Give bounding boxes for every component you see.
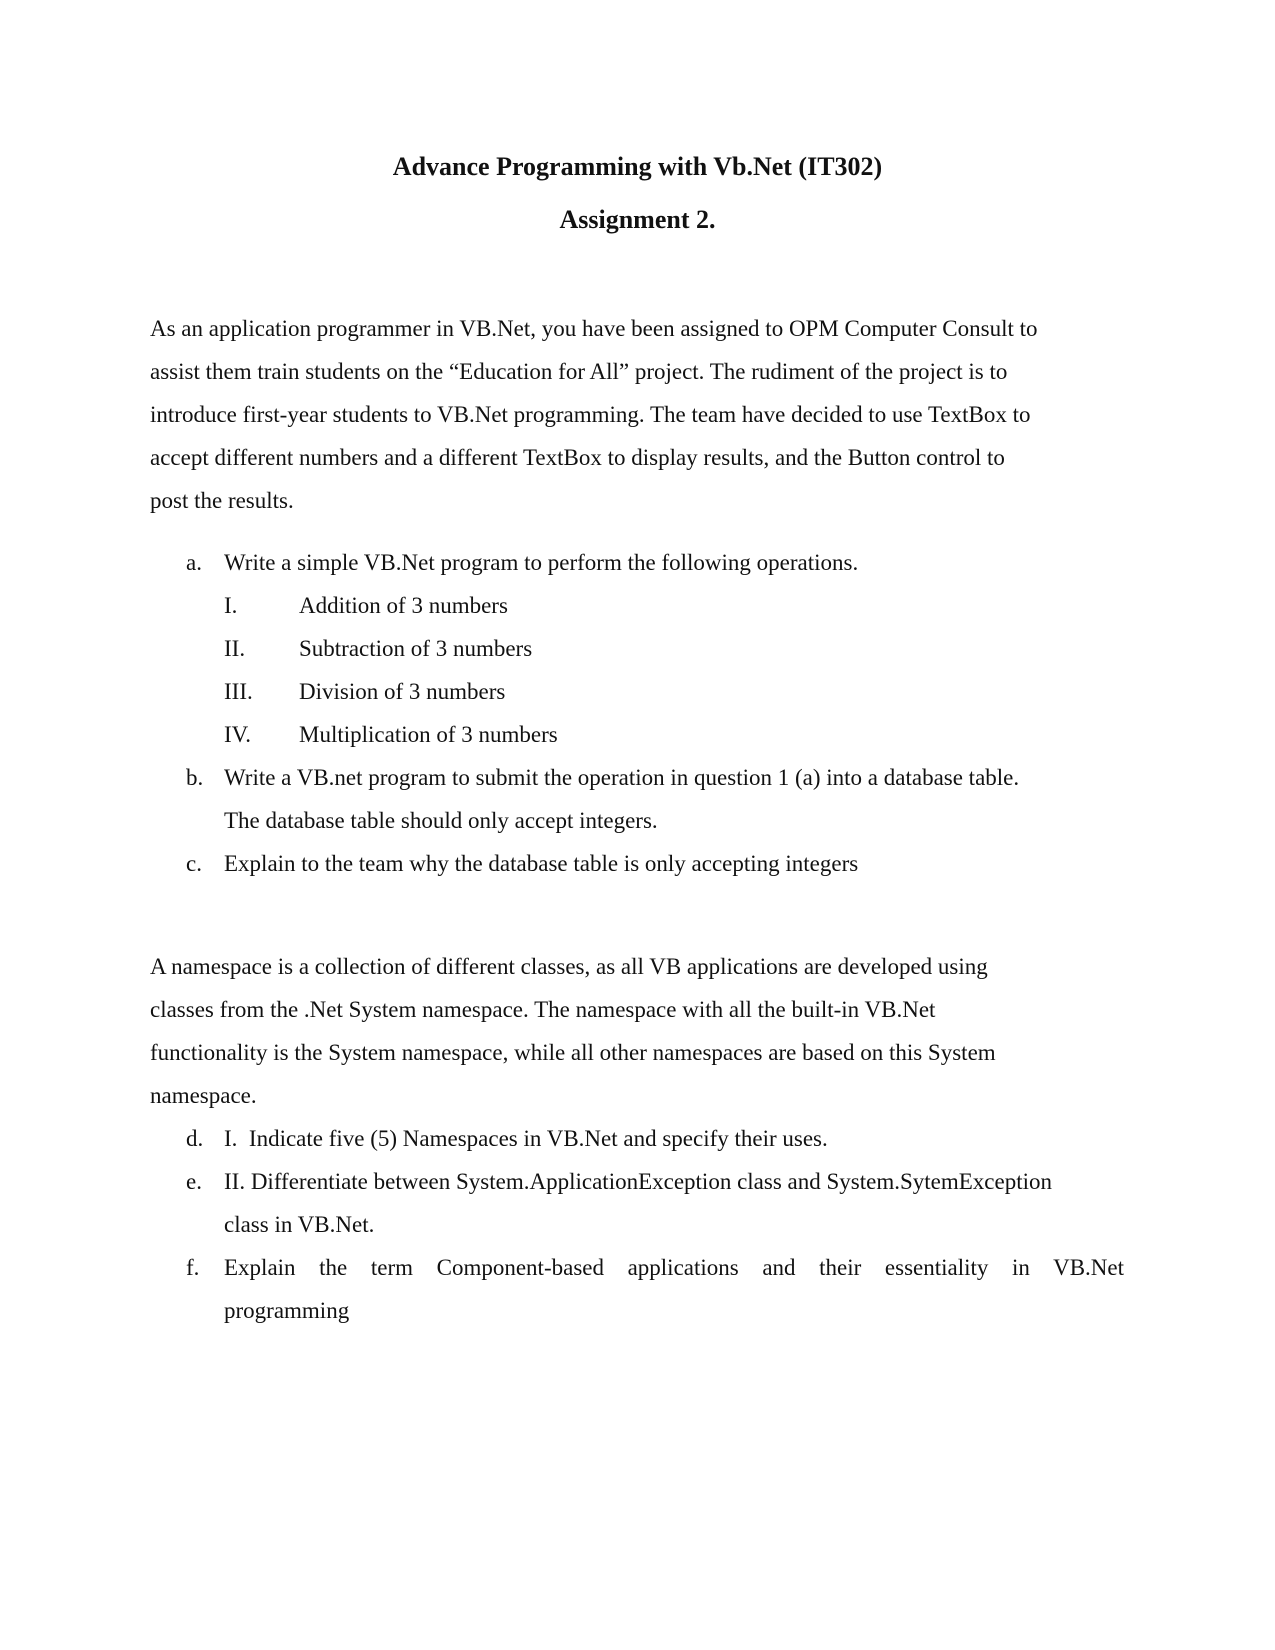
roman-marker: IV. xyxy=(224,722,252,747)
roman-marker: III. xyxy=(224,679,253,704)
document-title: Advance Programming with Vb.Net (IT302) xyxy=(392,152,883,181)
namespace-line: A namespace is a collection of different classes, as all VB applications are developed using xyxy=(150,954,988,979)
namespace-line: functionality is the System namespace, while all other namespaces are based on this System xyxy=(150,1040,996,1065)
subitem-text: Multiplication of 3 numbers xyxy=(299,722,558,747)
subitem-text: Division of 3 numbers xyxy=(299,679,506,704)
list-marker: a. xyxy=(186,550,202,575)
list-marker: b. xyxy=(186,765,204,790)
intro-line: assist them train students on the “Education for All” project. The rudiment of the project is to xyxy=(150,359,1008,384)
subitem-subtraction xyxy=(0,627,999,670)
question-item-c xyxy=(0,842,1124,885)
question-list-part2 xyxy=(0,1117,1275,1332)
subitem-addition xyxy=(0,584,999,627)
namespace-line: namespace. xyxy=(150,1083,257,1108)
roman-marker: I. xyxy=(224,593,238,618)
namespace-paragraph xyxy=(150,945,1130,1117)
list-marker: c. xyxy=(186,851,202,876)
question-text-line: The database table should only accept integers. xyxy=(224,808,658,833)
list-marker: f. xyxy=(186,1255,200,1280)
list-marker: e. xyxy=(186,1169,202,1194)
question-text-line: programming xyxy=(224,1298,350,1323)
question-list-part1 xyxy=(0,541,1275,885)
question-item-d xyxy=(0,1117,1124,1160)
intro-paragraph xyxy=(150,307,1130,522)
question-item-e xyxy=(0,1160,1124,1246)
subitem-multiplication xyxy=(0,713,999,756)
intro-line: post the results. xyxy=(150,488,294,513)
question-text-line: Write a VB.net program to submit the operation in question 1 (a) into a database table. xyxy=(224,765,1020,790)
question-text-line: II. Differentiate between System.ApplicationException class and System.SytemException xyxy=(224,1169,1052,1194)
question-text: Explain to the team why the database table is only accepting integers xyxy=(224,851,859,876)
question-text-line: class in VB.Net. xyxy=(224,1212,375,1237)
subitem-division xyxy=(0,670,999,713)
intro-line: introduce first-year students to VB.Net programming. The team have decided to use TextBox to xyxy=(150,402,1031,427)
question-text-line: Explain the term Component-based applications and their essentiality in VB.Net xyxy=(224,1255,1124,1280)
assignment-heading: Assignment 2. xyxy=(559,205,716,234)
question-item-f xyxy=(0,1246,1124,1332)
namespace-line: classes from the .Net System namespace. The namespace with all the built-in VB.Net xyxy=(150,997,936,1022)
roman-marker: II. xyxy=(224,636,246,661)
intro-line: As an application programmer in VB.Net, you have been assigned to OPM Computer Consult to xyxy=(150,316,1038,341)
subitem-text: Addition of 3 numbers xyxy=(299,593,508,618)
intro-line: accept different numbers and a different TextBox to display results, and the Button control to xyxy=(150,445,1005,470)
question-text: Write a simple VB.Net program to perform the following operations. xyxy=(224,550,859,575)
list-marker: d. xyxy=(186,1126,204,1151)
question-item-a xyxy=(0,541,1124,584)
question-item-b xyxy=(0,756,1124,842)
question-text: I. Indicate five (5) Namespaces in VB.Net and specify their uses. xyxy=(224,1126,828,1151)
subitem-text: Subtraction of 3 numbers xyxy=(299,636,533,661)
